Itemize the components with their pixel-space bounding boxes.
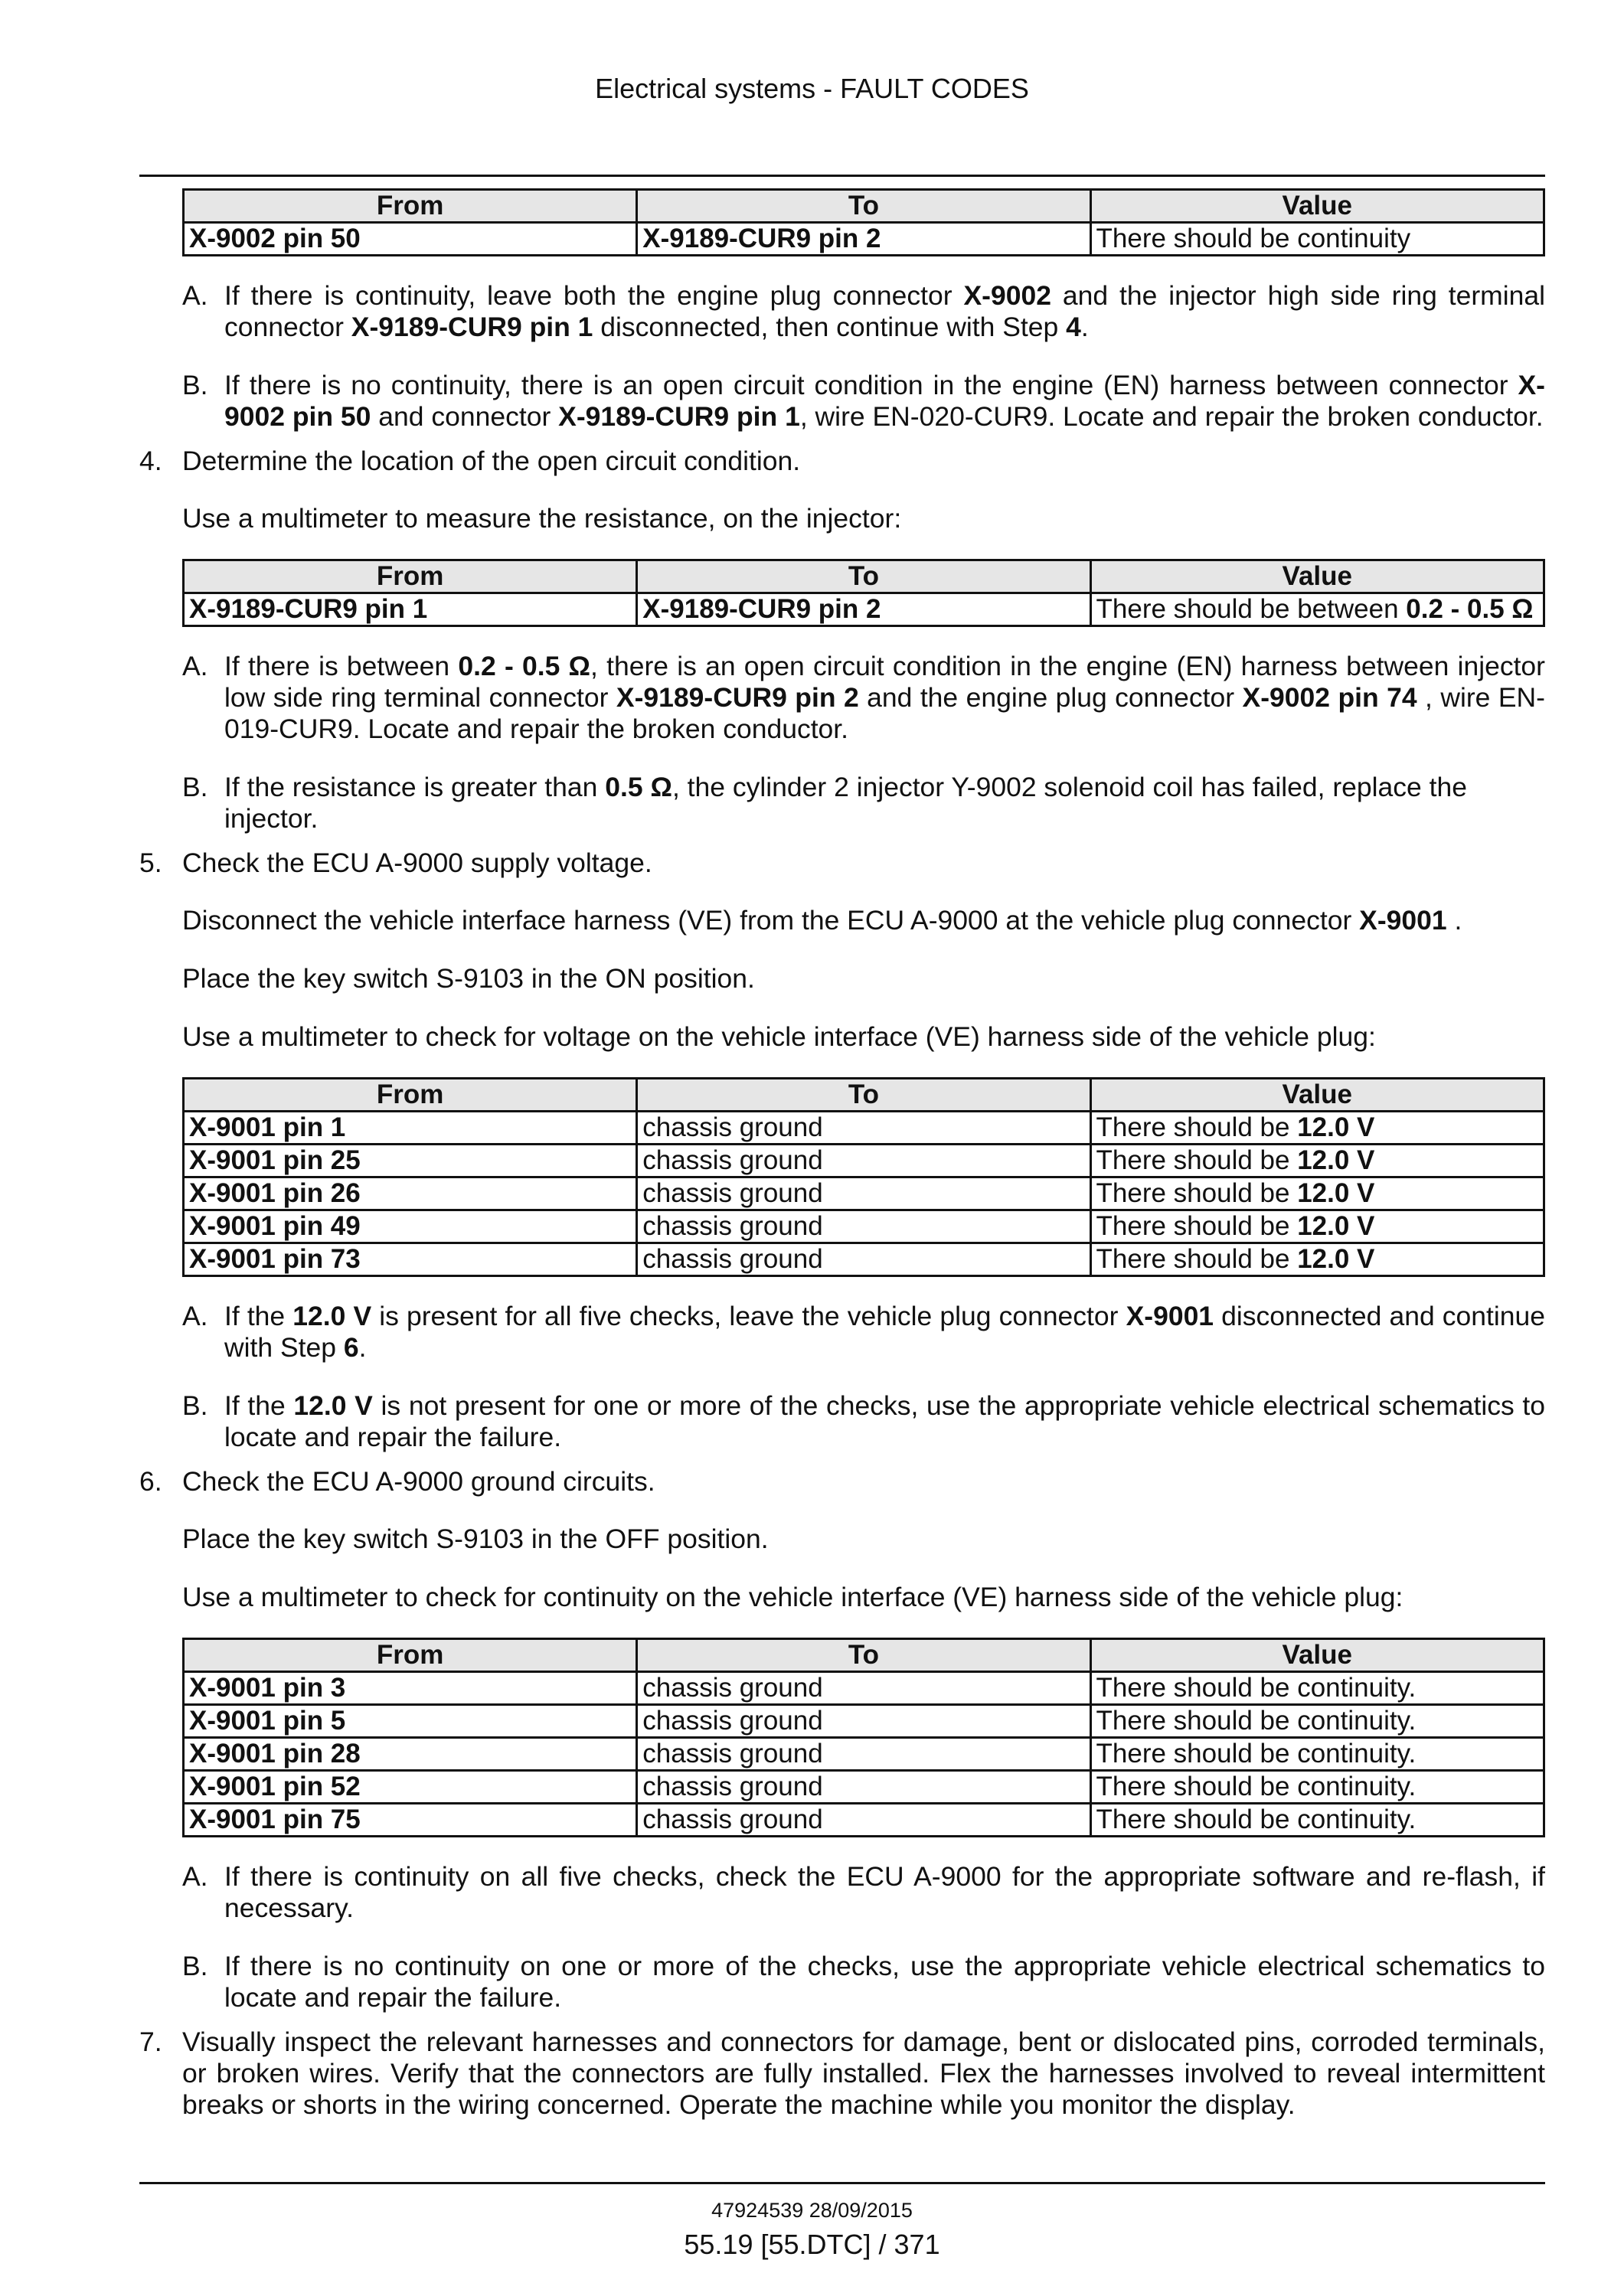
page-header: Electrical systems - FAULT CODES bbox=[595, 73, 1029, 104]
cell-to: chassis ground bbox=[637, 1112, 1090, 1145]
cell-from: X-9001 pin 75 bbox=[184, 1804, 637, 1837]
voltage-table bbox=[182, 1077, 1545, 1277]
col-from: From bbox=[184, 1639, 637, 1672]
text-run: If the resistance is greater than bbox=[224, 772, 606, 802]
cell-to: chassis ground bbox=[637, 1672, 1090, 1705]
substep-6b bbox=[182, 1951, 1545, 2013]
value-text: There should be bbox=[1096, 1244, 1298, 1274]
step-4 bbox=[139, 446, 1545, 477]
step-ref: 6 bbox=[343, 1332, 359, 1363]
continuity-table-1 bbox=[182, 188, 1545, 256]
table-row bbox=[184, 223, 1544, 256]
cell-to: X-9189-CUR9 pin 2 bbox=[637, 593, 1090, 626]
cell-to: X-9189-CUR9 pin 2 bbox=[637, 223, 1090, 256]
step-6-para-2: Use a multimeter to check for continuity on the vehicle interface (VE) harness side of the vehicle plug: bbox=[182, 1582, 1403, 1612]
substep-label: B. bbox=[182, 1390, 208, 1421]
step-5-para-3: Use a multimeter to check for voltage on the vehicle interface (VE) harness side of the vehicle plug: bbox=[182, 1021, 1376, 1052]
connector-ref: X-9001 bbox=[1359, 905, 1447, 936]
text-run: is not present for one or more of the checks, use the appropriate vehicle electrical schematics to locate and repair the failure. bbox=[224, 1390, 1545, 1452]
substep-text bbox=[224, 772, 1545, 834]
text-run: is present for all five checks, leave the vehicle plug connector bbox=[371, 1301, 1126, 1331]
table-row bbox=[184, 1243, 1544, 1276]
substep-6a bbox=[182, 1861, 1545, 1924]
substep-text bbox=[224, 280, 1545, 343]
cell-from: X-9001 pin 5 bbox=[184, 1705, 637, 1738]
substep-text bbox=[224, 1390, 1545, 1453]
table-header-row bbox=[184, 560, 1544, 593]
cell-to: chassis ground bbox=[637, 1738, 1090, 1771]
col-to: To bbox=[637, 1079, 1090, 1112]
substep-4a bbox=[182, 651, 1545, 745]
cell-to: chassis ground bbox=[637, 1177, 1090, 1210]
value-ref: 0.2 - 0.5 Ω bbox=[458, 651, 591, 681]
table-row bbox=[184, 1771, 1544, 1804]
text-run: , the cylinder 2 injector Y-9002 solenoid coil has failed, replace the injector. bbox=[224, 772, 1467, 834]
step-number: 5. bbox=[139, 848, 162, 878]
table-row bbox=[184, 593, 1544, 626]
cell-from: X-9001 pin 25 bbox=[184, 1145, 637, 1177]
substep-4b bbox=[182, 772, 1545, 834]
page-content bbox=[139, 188, 1545, 2121]
text-run: , wire EN-019-CUR9. Locate and repair the broken conductor. bbox=[224, 682, 1545, 744]
col-from: From bbox=[184, 560, 637, 593]
step-5-para-1 bbox=[182, 905, 1545, 936]
col-value: Value bbox=[1090, 1639, 1544, 1672]
value-text: There should be bbox=[1096, 1112, 1298, 1142]
table-row bbox=[184, 1177, 1544, 1210]
value-text: There should be between bbox=[1096, 594, 1407, 624]
cell-to: chassis ground bbox=[637, 1771, 1090, 1804]
col-to: To bbox=[637, 560, 1090, 593]
substep-5a bbox=[182, 1301, 1545, 1364]
table-row bbox=[184, 1804, 1544, 1837]
value-bold: 0.2 - 0.5 Ω bbox=[1406, 594, 1534, 624]
text-run: If there is no continuity, there is an open circuit condition in the engine (EN) harness between connector bbox=[224, 370, 1518, 400]
cell-value: There should be continuity. bbox=[1090, 1705, 1544, 1738]
text-run: Disconnect the vehicle interface harness (VE) from the ECU A-9000 at the vehicle plug connector bbox=[182, 905, 1360, 936]
connector-ref: X-9002 pin 74 bbox=[1242, 682, 1417, 713]
cell-from: X-9001 pin 3 bbox=[184, 1672, 637, 1705]
substep-text bbox=[224, 651, 1545, 745]
text-run: . bbox=[1080, 312, 1089, 342]
cell-from: X-9001 pin 73 bbox=[184, 1243, 637, 1276]
table-header-row bbox=[184, 1079, 1544, 1112]
step-number: 4. bbox=[139, 446, 162, 476]
cell-from: X-9189-CUR9 pin 1 bbox=[184, 593, 637, 626]
value-bold: 12.0 V bbox=[1297, 1244, 1375, 1274]
text-run: . bbox=[358, 1332, 367, 1363]
text-run: and connector bbox=[371, 401, 559, 432]
cell-value bbox=[1090, 1243, 1544, 1276]
col-from: From bbox=[184, 190, 637, 223]
step-text: Check the ECU A-9000 supply voltage. bbox=[182, 848, 652, 878]
step-6 bbox=[139, 1466, 1545, 1497]
step-5 bbox=[139, 848, 1545, 879]
value-ref: 12.0 V bbox=[292, 1301, 372, 1331]
substep-label: A. bbox=[182, 280, 208, 311]
connector-ref: X-9002 pin 50 bbox=[224, 370, 1545, 432]
cell-to: chassis ground bbox=[637, 1243, 1090, 1276]
resistance-table bbox=[182, 559, 1545, 627]
connector-ref: X-9002 bbox=[963, 280, 1051, 311]
substep-label: B. bbox=[182, 1951, 208, 1981]
col-value: Value bbox=[1090, 560, 1544, 593]
substep-label: A. bbox=[182, 1861, 208, 1892]
connector-ref: X-9189-CUR9 pin 1 bbox=[351, 312, 593, 342]
step-number: 7. bbox=[139, 2027, 162, 2057]
text-run: , wire EN-020-CUR9. Locate and repair the broken conductor. bbox=[799, 401, 1544, 432]
cell-from: X-9001 pin 1 bbox=[184, 1112, 637, 1145]
substep-text bbox=[224, 370, 1545, 433]
substep-text: If there is continuity on all five checks, check the ECU A-9000 for the appropriate software and re-flash, if necessary. bbox=[224, 1861, 1545, 1923]
value-text: There should be bbox=[1096, 1145, 1298, 1175]
substep-3b bbox=[182, 370, 1545, 433]
step-number: 6. bbox=[139, 1466, 162, 1497]
text-run: disconnected, then continue with Step bbox=[593, 312, 1067, 342]
cell-value: There should be continuity. bbox=[1090, 1771, 1544, 1804]
value-text: There should be bbox=[1096, 1211, 1298, 1241]
step-6-para-1: Place the key switch S-9103 in the OFF position. bbox=[182, 1524, 769, 1554]
footer-rule bbox=[139, 2182, 1545, 2184]
text-run: . bbox=[1446, 905, 1462, 936]
step-4-para: Use a multimeter to measure the resistance, on the injector: bbox=[182, 503, 902, 534]
ground-continuity-table bbox=[182, 1638, 1545, 1837]
cell-value bbox=[1090, 1112, 1544, 1145]
cell-from: X-9001 pin 26 bbox=[184, 1177, 637, 1210]
text-run: , there is an open circuit condition in the engine (EN) harness between injector low side ring terminal connector bbox=[224, 651, 1546, 713]
substep-text bbox=[224, 1301, 1545, 1364]
col-value: Value bbox=[1090, 190, 1544, 223]
table-header-row bbox=[184, 190, 1544, 223]
cell-to: chassis ground bbox=[637, 1705, 1090, 1738]
step-5-para-2: Place the key switch S-9103 in the ON position. bbox=[182, 963, 755, 994]
col-from: From bbox=[184, 1079, 637, 1112]
header-rule bbox=[139, 175, 1545, 177]
value-bold: 12.0 V bbox=[1297, 1178, 1375, 1208]
substep-label: B. bbox=[182, 772, 208, 802]
value-bold: 12.0 V bbox=[1297, 1211, 1375, 1241]
table-row bbox=[184, 1705, 1544, 1738]
connector-ref: X-9001 bbox=[1126, 1301, 1214, 1331]
cell-from: X-9002 pin 50 bbox=[184, 223, 637, 256]
col-value: Value bbox=[1090, 1079, 1544, 1112]
cell-value: There should be continuity. bbox=[1090, 1672, 1544, 1705]
cell-to: chassis ground bbox=[637, 1210, 1090, 1243]
page-number: 55.19 [55.DTC] / 371 bbox=[684, 2229, 940, 2260]
substep-text: If there is no continuity on one or more of the checks, use the appropriate vehicle electrical schematics to locate and repair the failure. bbox=[224, 1951, 1545, 2013]
step-ref: 4 bbox=[1066, 312, 1081, 342]
value-bold: 12.0 V bbox=[1297, 1145, 1375, 1175]
cell-value bbox=[1090, 593, 1544, 626]
cell-from: X-9001 pin 28 bbox=[184, 1738, 637, 1771]
document-id: 47924539 28/09/2015 bbox=[711, 2199, 913, 2222]
substep-5b bbox=[182, 1390, 1545, 1453]
cell-value: There should be continuity. bbox=[1090, 1804, 1544, 1837]
cell-to: chassis ground bbox=[637, 1145, 1090, 1177]
cell-to: chassis ground bbox=[637, 1804, 1090, 1837]
connector-ref: X-9189-CUR9 pin 2 bbox=[616, 682, 859, 713]
cell-value: There should be continuity. bbox=[1090, 1738, 1544, 1771]
step-text: Determine the location of the open circuit condition. bbox=[182, 446, 801, 476]
table-row bbox=[184, 1112, 1544, 1145]
substep-label: B. bbox=[182, 370, 208, 400]
text-run: If there is continuity, leave both the engine plug connector bbox=[224, 280, 964, 311]
text-run: and the engine plug connector bbox=[858, 682, 1243, 713]
table-header-row bbox=[184, 1639, 1544, 1672]
text-run: If the bbox=[224, 1390, 294, 1421]
text-run: If the bbox=[224, 1301, 293, 1331]
cell-from: X-9001 pin 49 bbox=[184, 1210, 637, 1243]
text-run: and the injector high side ring terminal connector bbox=[224, 280, 1546, 342]
cell-value bbox=[1090, 1210, 1544, 1243]
connector-ref: X-9189-CUR9 pin 1 bbox=[558, 401, 800, 432]
value-text: There should be bbox=[1096, 1178, 1298, 1208]
substep-label: A. bbox=[182, 1301, 208, 1331]
table-row bbox=[184, 1210, 1544, 1243]
step-7 bbox=[139, 2027, 1545, 2121]
col-to: To bbox=[637, 190, 1090, 223]
cell-value: There should be continuity bbox=[1090, 223, 1544, 256]
text-run: disconnected and continue with Step bbox=[224, 1301, 1545, 1363]
step-text: Visually inspect the relevant harnesses and connectors for damage, bent or dislocated pins, corroded terminals, or broken wires. Verify that the connectors are fully installed. Flex the harnesses involved to reveal intermittent breaks or shorts in the wiring concerned. Operate the machine while you monitor the display. bbox=[182, 2027, 1545, 2120]
substep-label: A. bbox=[182, 651, 208, 681]
step-text: Check the ECU A-9000 ground circuits. bbox=[182, 1466, 655, 1497]
substep-3a bbox=[182, 280, 1545, 343]
cell-value bbox=[1090, 1177, 1544, 1210]
table-row bbox=[184, 1672, 1544, 1705]
cell-from: X-9001 pin 52 bbox=[184, 1771, 637, 1804]
table-row bbox=[184, 1145, 1544, 1177]
text-run: If there is between bbox=[224, 651, 459, 681]
table-row bbox=[184, 1738, 1544, 1771]
col-to: To bbox=[637, 1639, 1090, 1672]
cell-value bbox=[1090, 1145, 1544, 1177]
value-ref: 12.0 V bbox=[293, 1390, 373, 1421]
value-bold: 12.0 V bbox=[1297, 1112, 1375, 1142]
value-ref: 0.5 Ω bbox=[605, 772, 672, 802]
